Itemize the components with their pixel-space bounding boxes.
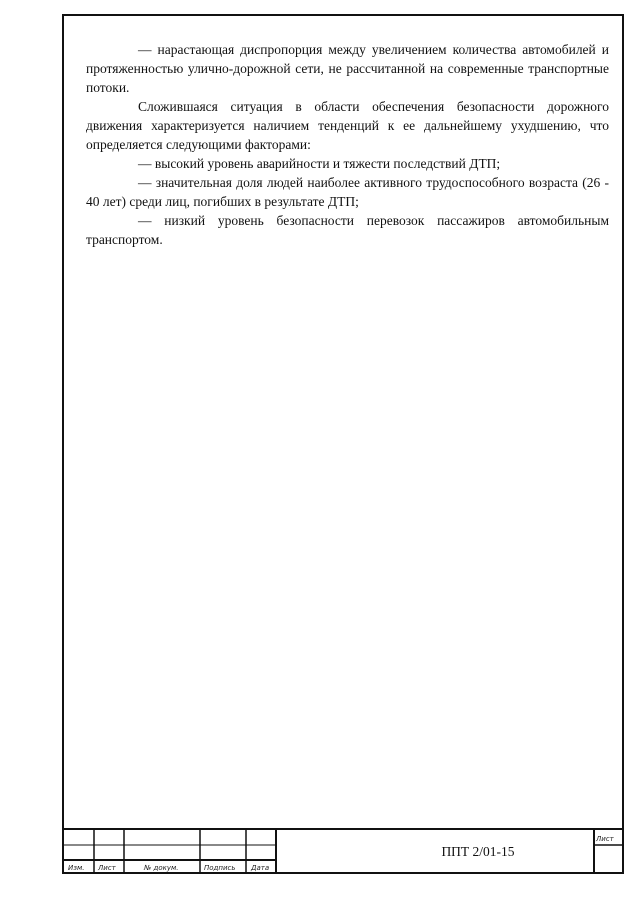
col-date-label: Дата (251, 864, 270, 872)
paragraph-5: — низкий уровень безопасности перевозок пассажиров автомобильным транспортом. (86, 213, 609, 247)
paragraph-1: — нарастающая диспропорция между увеличением количества автомобилей и протяженностью улично-дорожной сети, не рассчитанной на современные транспортные потоки. (86, 42, 609, 95)
col-list-label: Лист (98, 864, 116, 872)
paragraph-2: Сложившаяся ситуация в области обеспечения безопасности дорожного движения характеризуется наличием тенденций к ее дальнейшему ухудшению, что определяется следующими факторами: (86, 99, 609, 152)
col-doc-label: № докум. (144, 864, 179, 872)
sheet-label: Лист (596, 835, 614, 843)
col-izm-label: Изм. (68, 864, 85, 872)
paragraph-3: — высокий уровень аварийности и тяжести последствий ДТП; (138, 156, 501, 171)
document-code: ППТ 2/01-15 (441, 844, 515, 859)
col-sign-label: Подпись (204, 864, 236, 872)
document-body (86, 40, 609, 249)
title-block (62, 828, 624, 874)
paragraph-4: — значительная доля людей наиболее активного трудоспособного возраста (26 - 40 лет) среди лиц, погибших в результате ДТП; (86, 175, 609, 209)
